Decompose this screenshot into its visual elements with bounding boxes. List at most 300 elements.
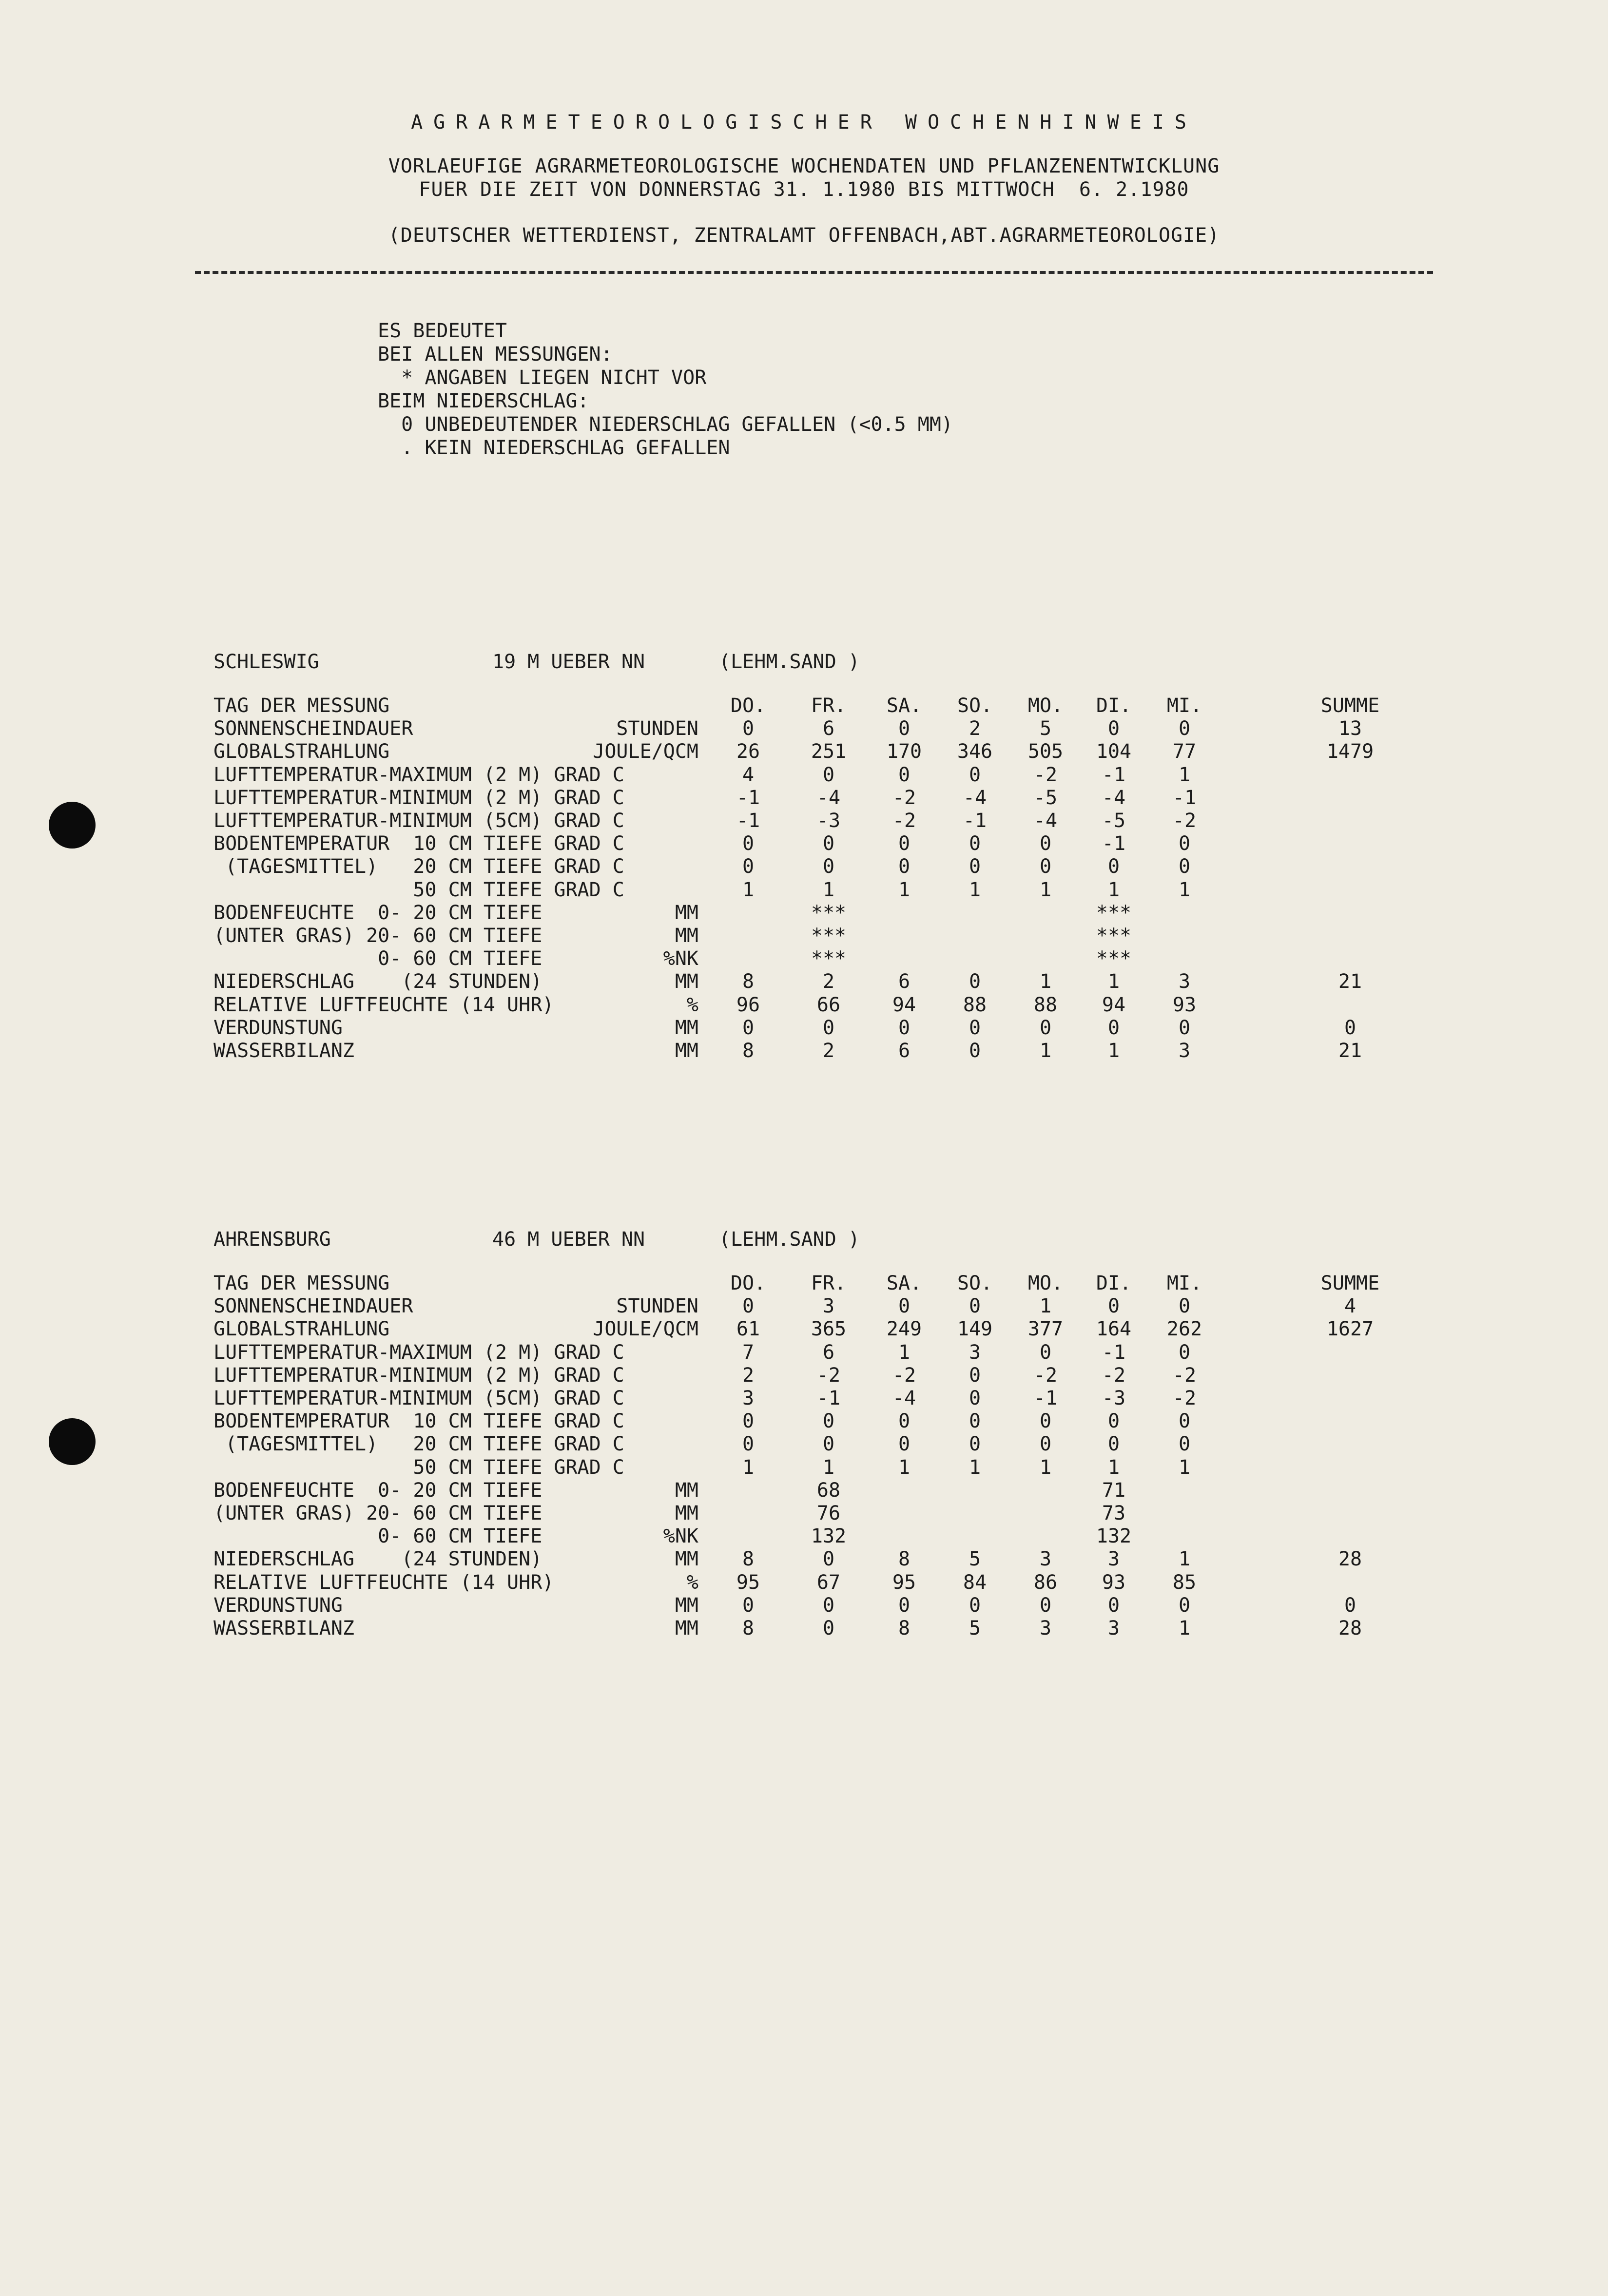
table-cell: 170 [886,740,922,763]
table-cell: 0 [969,763,981,786]
row-unit: STUNDEN [616,717,698,740]
table-cell: -2 [816,1364,841,1387]
row-label: BODENFEUCHTE 0- 20 CM TIEFE [213,901,542,924]
row-unit: % [686,1571,698,1594]
legend-block [378,319,953,460]
sum-cell: 21 [1338,970,1362,993]
table-cell: 0 [1178,1016,1191,1039]
row-label: LUFTTEMPERATUR-MAXIMUM (2 M) GRAD C [213,763,624,786]
table-cell: 0 [1039,1594,1052,1617]
table-cell: 0 [822,1433,835,1456]
station-name: AHRENSBURG [213,1228,331,1251]
table-cell: 346 [957,740,993,763]
station-height: 19 M UEBER NN [492,651,645,673]
table-row [0,695,1608,718]
row-unit: MM [675,1594,698,1617]
table-cell: 6 [898,1040,911,1062]
table-cell: 3 [1178,970,1191,993]
table-cell: 3 [1039,1617,1052,1640]
table-cell: 1 [969,1456,981,1479]
table-cell: 1 [1039,1295,1052,1318]
table-cell: -3 [816,810,841,832]
table-cell: 1 [1039,878,1052,901]
sum-cell: SUMME [1320,1272,1380,1294]
row-unit: JOULE/QCM [593,1318,698,1341]
table-cell: 1 [1178,1617,1191,1640]
row-label: 50 CM TIEFE GRAD C [213,1456,624,1479]
table-cell: 0 [1039,1341,1052,1364]
table-row [0,1617,1608,1640]
row-label: TAG DER MESSUNG [213,1272,390,1294]
row-unit: MM [675,901,698,924]
table-row [0,764,1608,787]
row-unit: MM [675,1617,698,1640]
table-row [0,1479,1608,1503]
table-cell: FR. [811,695,847,717]
table-cell: 0 [1107,1410,1120,1433]
station-name: SCHLESWIG [213,651,319,673]
table-cell: 2 [969,717,981,740]
table-cell: *** [811,947,847,970]
table-cell: -2 [892,810,916,832]
row-unit: MM [675,970,698,993]
row-label: BODENTEMPERATUR 10 CM TIEFE GRAD C [213,832,624,855]
table-cell: 0 [742,1016,755,1039]
table-cell: 1 [822,1456,835,1479]
document-title: AGRARMETEOROLOGISCHER WOCHENHINWEIS [411,111,1197,134]
table-row [0,717,1608,741]
table-cell: 1 [1107,970,1120,993]
table-cell: 0 [822,1548,835,1571]
table-cell: 0 [822,832,835,855]
sum-cell: 21 [1338,1040,1362,1062]
table-cell: -4 [963,786,987,809]
station-soil: (LEHM.SAND ) [719,651,860,673]
sum-cell: 28 [1338,1617,1362,1640]
table-row [0,1525,1608,1548]
table-cell: 0 [1039,832,1052,855]
legend-line: * ANGABEN LIEGEN NICHT VOR [378,367,707,389]
table-cell: 3 [969,1341,981,1364]
row-label: LUFTTEMPERATUR-MINIMUM (5CM) GRAD C [213,810,624,832]
table-cell: 3 [1039,1548,1052,1571]
table-cell: MO. [1027,1272,1064,1294]
table-cell: 66 [816,993,841,1016]
table-cell: *** [811,925,847,947]
sum-cell: 28 [1338,1548,1362,1571]
legend-line: BEIM NIEDERSCHLAG: [378,390,589,412]
table-cell: 0 [742,1295,755,1318]
sum-cell: 0 [1344,1016,1356,1039]
subtitle-line-2: FUER DIE ZEIT VON DONNERSTAG 31. 1.1980 BIS MITTWOCH 6. 2.1980 [419,178,1189,201]
table-cell: -1 [736,810,760,832]
table-cell: 1 [1107,1456,1120,1479]
row-unit: %NK [663,1525,698,1548]
table-cell: 8 [742,1040,755,1062]
table-cell: 0 [1107,717,1120,740]
legend-line: BEI ALLEN MESSUNGEN: [378,343,613,366]
row-label: 50 CM TIEFE GRAD C [213,878,624,901]
table-cell: 0 [1178,717,1191,740]
table-cell: 1 [1039,970,1052,993]
table-cell: 1 [1039,1456,1052,1479]
table-cell: 93 [1172,993,1197,1016]
row-label: 0- 60 CM TIEFE [213,947,542,970]
table-row [0,1364,1608,1388]
table-cell: 0 [969,1387,981,1409]
table-cell: 0 [969,1410,981,1433]
table-cell: 0 [969,1364,981,1387]
row-label: LUFTTEMPERATUR-MAXIMUM (2 M) GRAD C [213,1341,624,1364]
table-cell: 1 [822,878,835,901]
table-cell: 73 [1102,1502,1126,1524]
table-cell: 0 [742,832,755,855]
table-cell: SA. [886,695,922,717]
table-cell: DO. [730,1272,766,1294]
table-cell: 8 [742,1548,755,1571]
table-cell: 0 [1178,855,1191,878]
table-cell: 96 [736,993,760,1016]
table-cell: -1 [1102,1341,1126,1364]
row-unit: MM [675,1040,698,1062]
table-cell: -2 [1172,1364,1197,1387]
table-cell: 0 [742,717,755,740]
sum-cell: 4 [1344,1295,1356,1318]
row-unit: MM [675,1016,698,1039]
table-cell: 132 [811,1525,847,1548]
table-cell: -1 [736,786,760,809]
row-label: LUFTTEMPERATUR-MINIMUM (5CM) GRAD C [213,1387,624,1409]
row-label: (TAGESMITTEL) 20 CM TIEFE GRAD C [213,855,624,878]
table-cell: 0 [822,1410,835,1433]
table-cell: 0 [1178,832,1191,855]
table-cell: 505 [1027,740,1064,763]
table-cell: 0 [742,1410,755,1433]
table-cell: MI. [1166,1272,1202,1294]
table-cell: SA. [886,1272,922,1294]
separator-line [195,271,1433,274]
row-label: NIEDERSCHLAG (24 STUNDEN) [213,1548,542,1571]
table-cell: 8 [898,1548,911,1571]
table-cell: -2 [1102,1364,1126,1387]
row-label: SONNENSCHEINDAUER [213,717,413,740]
row-unit: %NK [663,947,698,970]
table-cell: 0 [1039,1410,1052,1433]
table-cell: -1 [963,810,987,832]
table-cell: 6 [898,970,911,993]
table-row [0,1295,1608,1318]
table-cell: 0 [1178,1295,1191,1318]
table-cell: 0 [1178,1433,1191,1456]
table-cell: 0 [969,855,981,878]
row-label: 0- 60 CM TIEFE [213,1525,542,1548]
table-cell: 84 [963,1571,987,1594]
table-cell: 1 [742,1456,755,1479]
table-cell: 61 [736,1318,760,1341]
table-cell: 71 [1102,1479,1126,1502]
table-cell: 0 [742,855,755,878]
table-cell: 0 [969,970,981,993]
table-cell: -1 [816,1387,841,1409]
table-cell: 0 [969,1040,981,1062]
table-cell: *** [811,901,847,924]
source-line: (DEUTSCHER WETTERDIENST, ZENTRALAMT OFFENBACH,ABT.AGRARMETEOROLOGIE) [388,224,1220,247]
table-cell: 0 [898,855,911,878]
table-cell: 77 [1172,740,1197,763]
row-label: VERDUNSTUNG [213,1016,343,1039]
table-cell: 0 [898,1410,911,1433]
table-cell: 2 [742,1364,755,1387]
row-label: BODENTEMPERATUR 10 CM TIEFE GRAD C [213,1410,624,1433]
table-cell: 68 [816,1479,841,1502]
table-cell: -5 [1033,786,1058,809]
table-cell: 3 [822,1295,835,1318]
table-cell: 2 [822,1040,835,1062]
row-label: VERDUNSTUNG [213,1594,343,1617]
table-cell: 0 [1107,1016,1120,1039]
legend-line: ES BEDEUTET [378,320,507,342]
row-label: WASSERBILANZ [213,1040,354,1062]
table-cell: 88 [963,993,987,1016]
table-cell: 262 [1166,1318,1202,1341]
table-cell: -1 [1033,1387,1058,1409]
table-cell: 0 [822,763,835,786]
legend-line: 0 UNBEDEUTENDER NIEDERSCHLAG GEFALLEN (<0.5 MM) [378,413,953,436]
table-cell: -5 [1102,810,1126,832]
table-cell: -2 [1033,1364,1058,1387]
table-cell: 94 [1102,993,1126,1016]
table-cell: 0 [822,1617,835,1640]
table-row [0,1040,1608,1063]
row-label: GLOBALSTRAHLUNG [213,1318,390,1341]
table-cell: -3 [1102,1387,1126,1409]
table-cell: -2 [1033,763,1058,786]
table-cell: 132 [1096,1525,1132,1548]
table-cell: 3 [742,1387,755,1409]
table-cell: 0 [969,1594,981,1617]
row-unit: % [686,993,698,1016]
sum-cell: SUMME [1320,695,1380,717]
table-row [0,1387,1608,1410]
table-row [0,879,1608,902]
table-cell: -4 [1033,810,1058,832]
table-cell: 1 [1039,1040,1052,1062]
table-row [0,810,1608,833]
row-unit: STUNDEN [616,1295,698,1318]
table-cell: -2 [892,1364,916,1387]
table-cell: 1 [742,878,755,901]
table-cell: 1 [1178,763,1191,786]
table-cell: 0 [822,1594,835,1617]
table-cell: 4 [742,763,755,786]
table-cell: 6 [822,1341,835,1364]
table-cell: 1 [1107,878,1120,901]
table-cell: *** [1096,947,1132,970]
table-row [0,947,1608,971]
row-unit: JOULE/QCM [593,740,698,763]
table-cell: 0 [1178,1341,1191,1364]
table-cell: 0 [898,832,911,855]
table-row [0,1594,1608,1618]
table-cell: 0 [898,1295,911,1318]
table-row [0,902,1608,925]
table-row [0,1017,1608,1040]
table-cell: 149 [957,1318,993,1341]
table-cell: 5 [969,1617,981,1640]
table-cell: 5 [1039,717,1052,740]
row-label: TAG DER MESSUNG [213,695,390,717]
table-row [0,994,1608,1017]
table-cell: -4 [892,1387,916,1409]
table-cell: 0 [1039,855,1052,878]
table-cell: 85 [1172,1571,1197,1594]
table-cell: 1 [1107,1040,1120,1062]
table-cell: 0 [898,1433,911,1456]
table-row [0,925,1608,948]
table-cell: -1 [1102,763,1126,786]
table-cell: 2 [822,970,835,993]
table-row [0,1341,1608,1365]
table-cell: 95 [892,1571,916,1594]
table-cell: 0 [1107,855,1120,878]
table-cell: 0 [898,1594,911,1617]
table-cell: 365 [811,1318,847,1341]
table-row [0,832,1608,856]
subtitle-line-1: VORLAEUFIGE AGRARMETEOROLOGISCHE WOCHENDATEN UND PFLANZENENTWICKLUNG [388,155,1220,177]
table-cell: 95 [736,1571,760,1594]
table-cell: 88 [1033,993,1058,1016]
table-cell: 164 [1096,1318,1132,1341]
table-cell: 76 [816,1502,841,1524]
table-cell: 3 [1107,1548,1120,1571]
row-label: SONNENSCHEINDAUER [213,1295,413,1318]
table-cell: 0 [822,1016,835,1039]
table-cell: SO. [957,695,993,717]
row-unit: MM [675,1548,698,1571]
table-cell: 0 [1178,1594,1191,1617]
table-cell: 0 [898,717,911,740]
table-cell: MI. [1166,695,1202,717]
table-cell: 7 [742,1341,755,1364]
table-cell: 0 [1107,1295,1120,1318]
table-cell: 0 [742,1433,755,1456]
table-cell: 93 [1102,1571,1126,1594]
legend-line: . KEIN NIEDERSCHLAG GEFALLEN [378,437,730,459]
row-label: GLOBALSTRAHLUNG [213,740,390,763]
table-row [0,740,1608,764]
row-label: RELATIVE LUFTFEUCHTE (14 UHR) [213,1571,554,1594]
table-cell: 67 [816,1571,841,1594]
table-row [0,855,1608,879]
table-cell: SO. [957,1272,993,1294]
row-label: LUFTTEMPERATUR-MINIMUM (2 M) GRAD C [213,1364,624,1387]
row-label: BODENFEUCHTE 0- 20 CM TIEFE [213,1479,542,1502]
table-cell: 0 [969,1016,981,1039]
table-cell: 0 [742,1594,755,1617]
table-row [0,1502,1608,1525]
row-label: RELATIVE LUFTFEUCHTE (14 UHR) [213,993,554,1016]
table-cell: 0 [969,1433,981,1456]
table-cell: 86 [1033,1571,1058,1594]
table-row [0,1571,1608,1595]
row-label: NIEDERSCHLAG (24 STUNDEN) [213,970,542,993]
sum-cell: 1627 [1326,1318,1374,1341]
row-label: (TAGESMITTEL) 20 CM TIEFE GRAD C [213,1433,624,1456]
table-cell: 0 [969,832,981,855]
table-cell: DI. [1096,1272,1132,1294]
table-row [0,1433,1608,1456]
table-cell: 104 [1096,740,1132,763]
row-label: (UNTER GRAS) 20- 60 CM TIEFE [213,925,542,947]
table-cell: -1 [1172,786,1197,809]
table-cell: 8 [742,1617,755,1640]
table-cell: *** [1096,901,1132,924]
table-cell: 26 [736,740,760,763]
table-cell: -2 [1172,1387,1197,1409]
table-cell: 0 [1039,1016,1052,1039]
table-cell: 8 [742,970,755,993]
table-row [0,1456,1608,1480]
table-cell: 1 [898,1456,911,1479]
table-row [0,1410,1608,1433]
table-cell: 8 [898,1617,911,1640]
sum-cell: 1479 [1326,740,1374,763]
table-row [0,970,1608,994]
table-cell: 0 [822,855,835,878]
table-cell: DI. [1096,695,1132,717]
row-unit: MM [675,925,698,947]
row-label: WASSERBILANZ [213,1617,354,1640]
row-unit: MM [675,1502,698,1524]
table-cell: 249 [886,1318,922,1341]
table-cell: 0 [969,1295,981,1318]
table-cell: DO. [730,695,766,717]
table-cell: 0 [898,763,911,786]
table-cell: 0 [1107,1594,1120,1617]
table-cell: -1 [1102,832,1126,855]
station-height: 46 M UEBER NN [492,1228,645,1251]
sum-cell: 0 [1344,1594,1356,1617]
row-unit: MM [675,1479,698,1502]
table-cell: 1 [898,1341,911,1364]
row-label: LUFTTEMPERATUR-MINIMUM (2 M) GRAD C [213,786,624,809]
table-row [0,1318,1608,1341]
table-cell: -2 [1172,810,1197,832]
table-cell: 1 [1178,1456,1191,1479]
table-cell: *** [1096,925,1132,947]
table-cell: 251 [811,740,847,763]
table-cell: -4 [816,786,841,809]
station-soil: (LEHM.SAND ) [719,1228,860,1251]
row-label: (UNTER GRAS) 20- 60 CM TIEFE [213,1502,542,1524]
table-row [0,787,1608,810]
table-cell: 1 [1178,878,1191,901]
table-cell: 0 [898,1016,911,1039]
table-cell: 377 [1027,1318,1064,1341]
table-cell: -4 [1102,786,1126,809]
table-cell: 0 [1178,1410,1191,1433]
table-cell: 1 [898,878,911,901]
table-cell: 6 [822,717,835,740]
table-cell: -2 [892,786,916,809]
table-cell: 0 [1107,1433,1120,1456]
table-row [0,1548,1608,1571]
table-cell: MO. [1027,695,1064,717]
table-cell: 0 [1039,1433,1052,1456]
table-row [0,1272,1608,1295]
table-cell: 94 [892,993,916,1016]
table-cell: 1 [1178,1548,1191,1571]
